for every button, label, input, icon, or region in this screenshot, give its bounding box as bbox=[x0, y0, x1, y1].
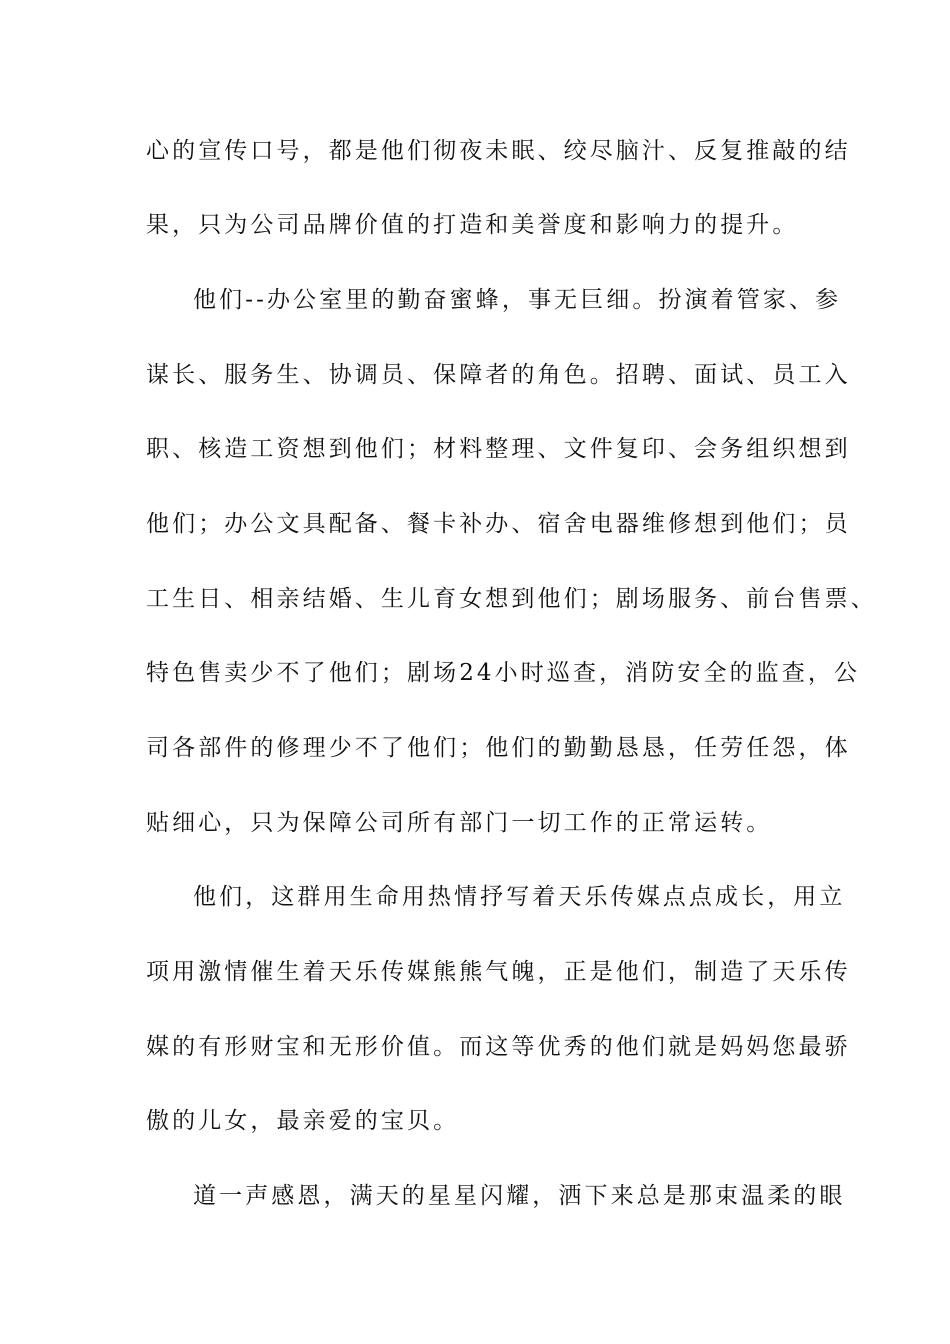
text-line: 心的宣传口号，都是他们彻夜未眠、绞尽脑汁、反复推敲的结 bbox=[146, 138, 851, 164]
text-line: 特色售卖少不了他们；剧场24小时巡查，消防安全的监查，公 bbox=[146, 660, 861, 686]
text-line: 司各部件的修理少不了他们；他们的勤勤恳恳，任劳任怨，体 bbox=[146, 735, 851, 761]
text-line: 他们；办公文具配备、餐卡补办、宿舍电器维修想到他们；员 bbox=[146, 511, 851, 537]
text-line: 果，只为公司品牌价值的打造和美誉度和影响力的提升。 bbox=[146, 212, 799, 238]
text-line: 谋长、服务生、协调员、保障者的角色。招聘、面试、员工入 bbox=[146, 362, 851, 388]
text-line: 工生日、相亲结婚、生儿育女想到他们；剧场服务、前台售票、 bbox=[146, 586, 877, 612]
paragraph-first-line: 他们--办公室里的勤奋蜜蜂，事无巨细。扮演着管家、参 bbox=[193, 287, 842, 313]
text-line: 项用激情催生着天乐传媒熊熊气魄，正是他们，制造了天乐传 bbox=[146, 959, 851, 985]
text-line: 职、核造工资想到他们；材料整理、文件复印、会务组织想到 bbox=[146, 436, 851, 462]
paragraph-first-line: 他们，这群用生命用热情抒写着天乐传媒点点成长，用立 bbox=[193, 884, 846, 910]
text-line: 媒的有形财宝和无形价值。而这等优秀的他们就是妈妈您最骄 bbox=[146, 1034, 851, 1060]
text-line: 傲的儿女，最亲爱的宝贝。 bbox=[146, 1108, 460, 1134]
paragraph-first-line: 道一声感恩，满天的星星闪耀，洒下来总是那束温柔的眼 bbox=[193, 1183, 846, 1209]
text-line: 贴细心，只为保障公司所有部门一切工作的正常运转。 bbox=[146, 810, 773, 836]
